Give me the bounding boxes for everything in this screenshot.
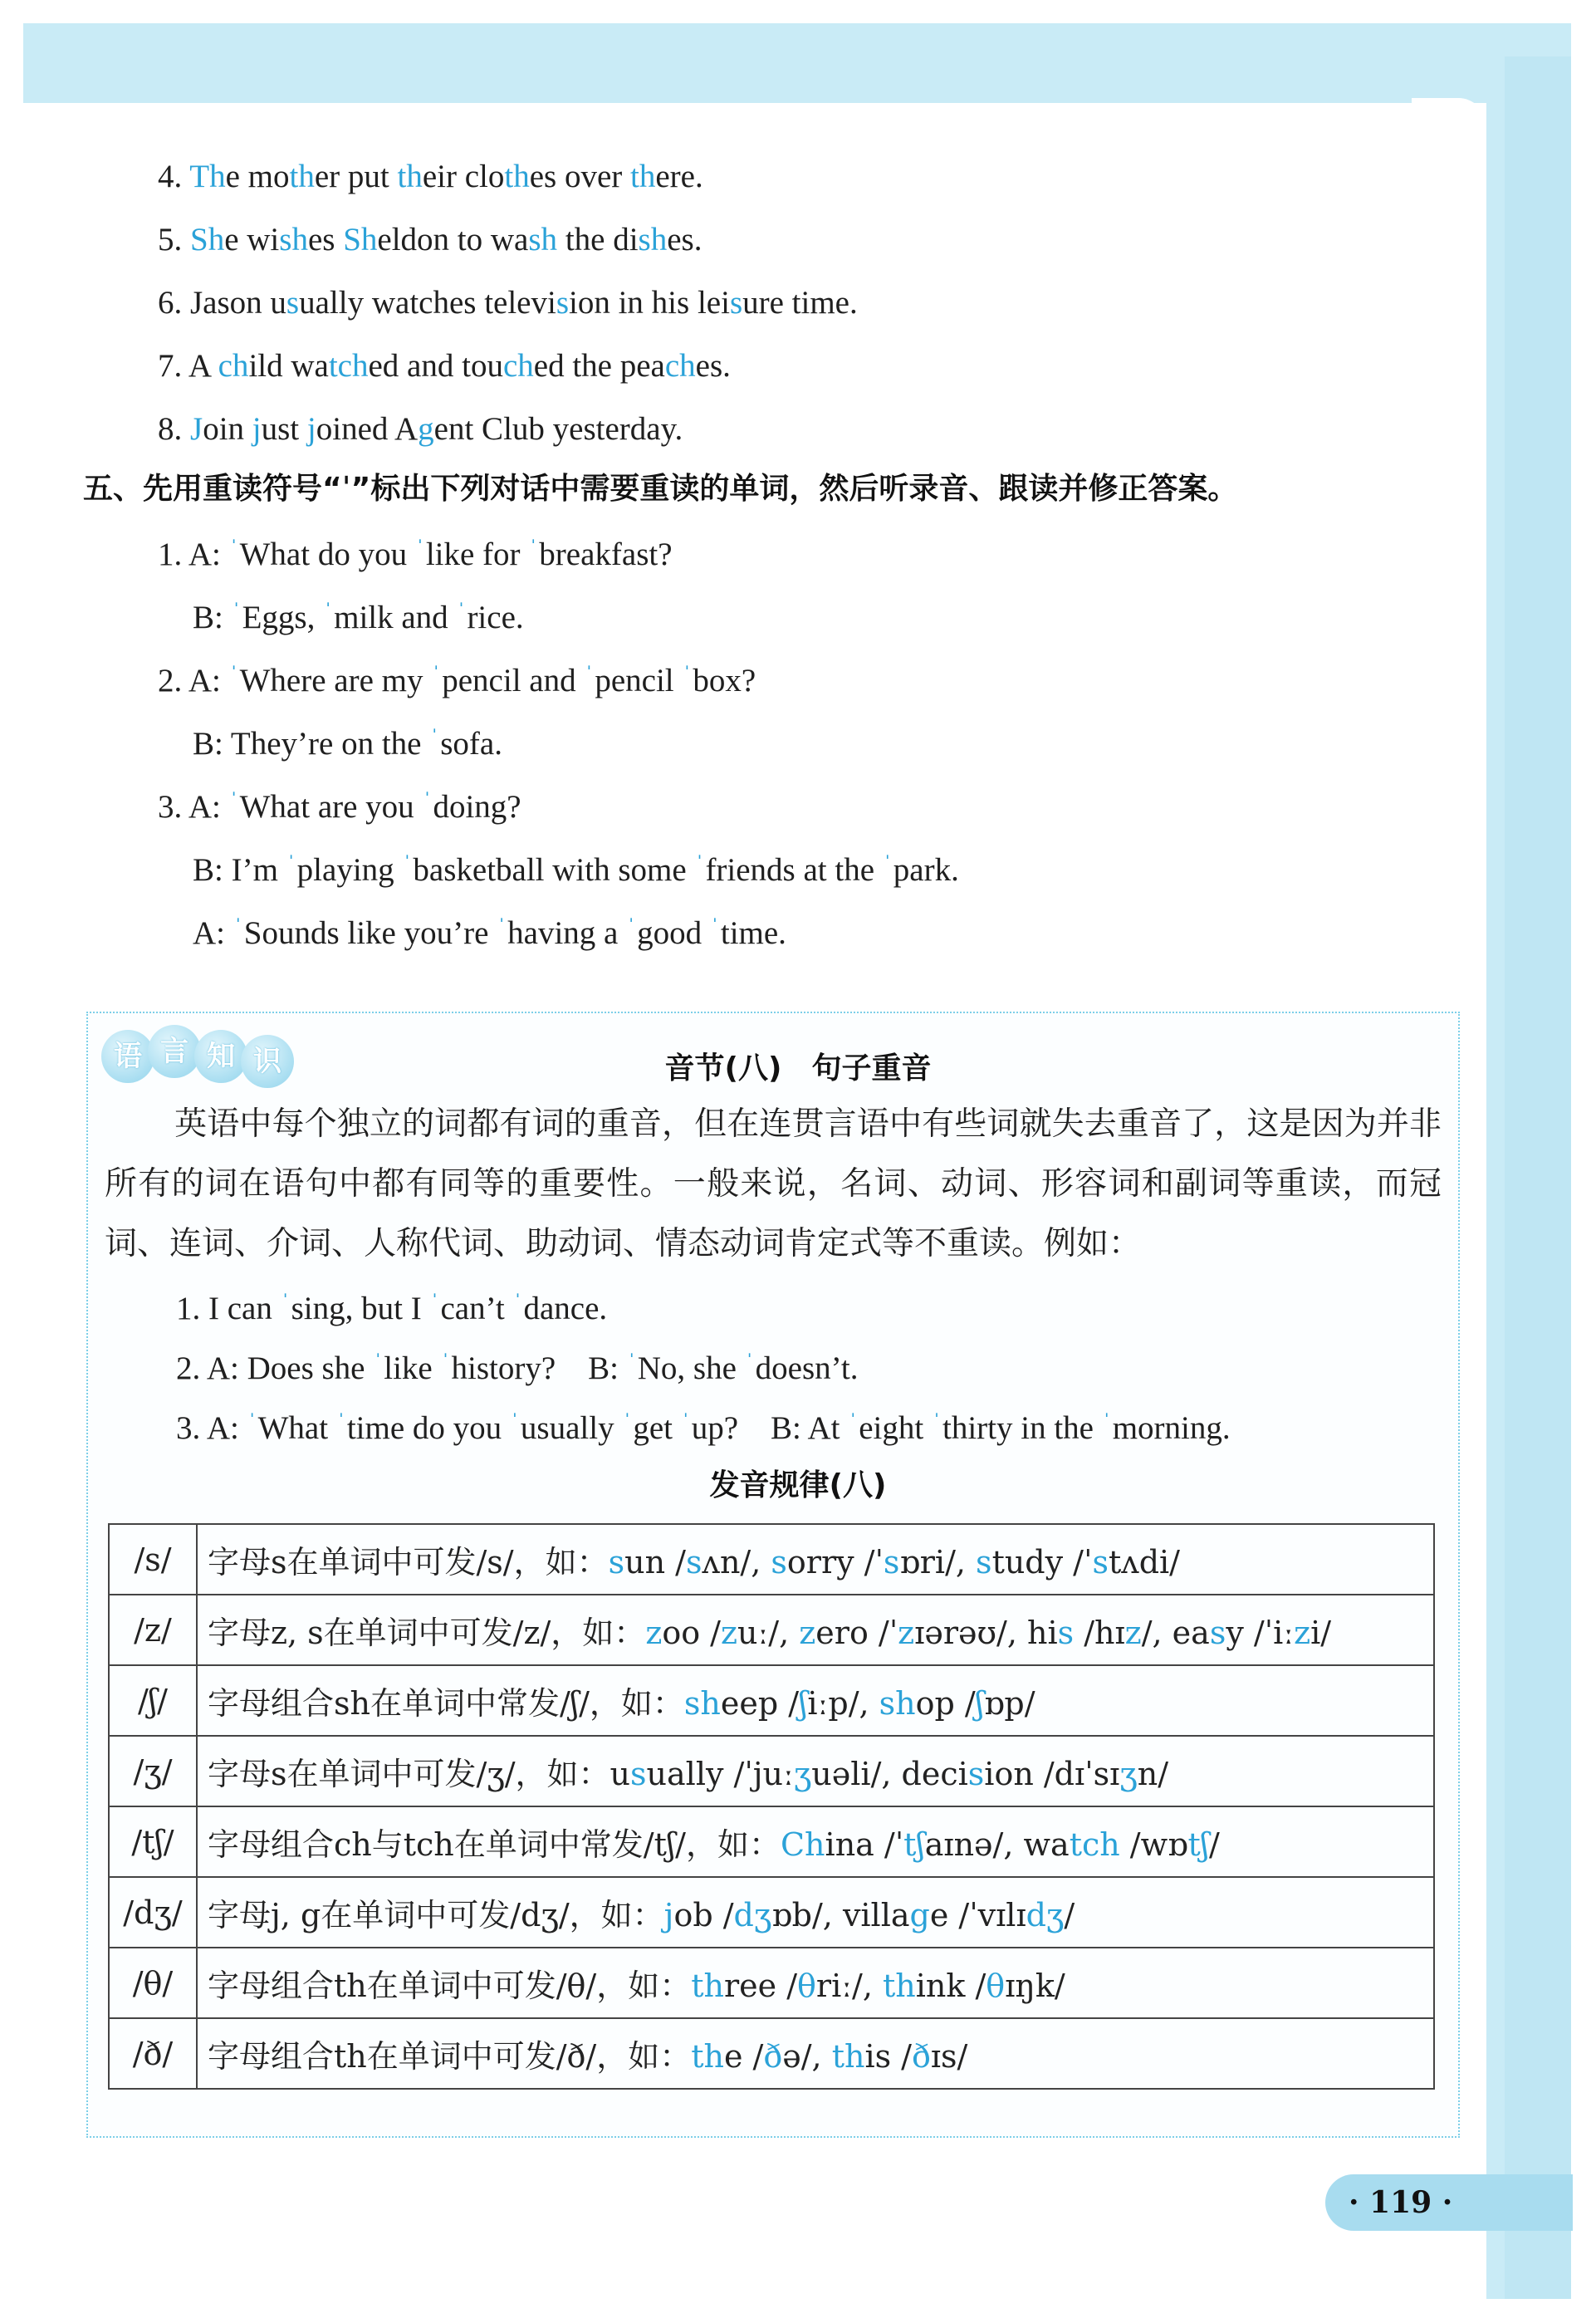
table-row (109, 1877, 1434, 1948)
text-run: aɪnə/, wa (924, 1826, 1070, 1863)
stress-mark: ˈ (229, 661, 238, 689)
highlighted-letters: s (630, 1756, 647, 1792)
page-frame-top (23, 23, 1571, 103)
rules-title: 发音规律(八) (709, 1468, 887, 1502)
text-run: 字母z, s在单词中可发/z/，如： (208, 1615, 646, 1651)
highlighted-letters: z (1294, 1615, 1311, 1651)
text-run: 字母组合th在单词中可发/θ/，如： (208, 1968, 692, 2004)
text-run: e wi (224, 222, 280, 257)
text-run: Sounds like you’re (243, 915, 497, 951)
stress-mark: ˈ (229, 787, 238, 815)
dialogue-line (193, 593, 524, 637)
highlighted-letters: z (898, 1615, 915, 1651)
speaker-label: 3. A: (158, 789, 229, 825)
highlighted-letters: ch (664, 348, 696, 384)
speaker-label: 2. A: (158, 663, 229, 698)
highlighted-letters: Sh (343, 222, 378, 257)
dialogue-text (233, 915, 786, 951)
highlighted-letters: sh (279, 222, 308, 257)
example-line (176, 1284, 607, 1328)
highlighted-letters: dʒ (733, 1897, 772, 1933)
text-run: ʌn/, (702, 1544, 771, 1581)
highlighted-letters: j (663, 1897, 674, 1933)
text-run: time. (720, 915, 786, 951)
stress-mark: ˈ (423, 787, 432, 815)
stress-mark: ˈ (883, 850, 892, 878)
stress-mark: ˈ (497, 914, 507, 941)
text-run: like (384, 1350, 441, 1386)
text-run: time do you (346, 1410, 510, 1446)
text-run: ually watches televi (299, 285, 556, 321)
example-line (176, 1404, 1231, 1448)
text-run: A (188, 348, 218, 384)
text-run: ed the pea (533, 348, 665, 384)
text-run: eldon to wa (377, 222, 529, 257)
dialogue-line (193, 909, 786, 953)
text-run: friends at the (705, 852, 883, 888)
text-run: 字母组合sh在单词中常发/ʃ/，如： (208, 1685, 684, 1722)
highlighted-letters: ʃ (975, 1685, 985, 1722)
stress-mark: ˈ (457, 598, 466, 625)
phoneme-cell: /s/ (109, 1524, 197, 1595)
badge-char: 知 (194, 1030, 247, 1083)
table-row (109, 1665, 1434, 1736)
speaker-label: 1. A: (158, 537, 229, 572)
text-run: ree / (723, 1968, 798, 2004)
text-run: 字母j, g在单词中可发/dʒ/，如： (208, 1897, 664, 1933)
text-run: un / (624, 1544, 686, 1581)
rule-cell (197, 1595, 1434, 1665)
text-run: basketball with some (413, 852, 695, 888)
table-row (109, 1948, 1434, 2018)
page-frame-stripe (1505, 56, 1571, 2299)
rule-cell (197, 1736, 1434, 1806)
text-run: 字母组合ch与tch在单词中常发/tʃ/，如： (208, 1826, 781, 1863)
speaker-label: B: (193, 726, 231, 762)
phoneme-cell: /tʃ/ (109, 1806, 197, 1877)
highlighted-letters: ʃ (799, 1685, 808, 1722)
text-run: rice. (467, 600, 524, 635)
rule-cell (197, 1524, 1434, 1595)
text-run: 2. A: Does she (176, 1350, 374, 1386)
item-number: 8. (158, 411, 183, 447)
text-run: doing? (433, 789, 521, 825)
dialogue-line (158, 782, 521, 826)
knowledge-title: 音节(八) 句子重音 (664, 1051, 932, 1086)
dialogue-line (193, 719, 502, 763)
phoneme-cell: /ð/ (109, 2018, 197, 2089)
highlighted-letters: s (1209, 1615, 1226, 1651)
stress-mark: ˈ (374, 1349, 383, 1376)
text-run: uː/, (737, 1615, 800, 1651)
stress-mark: ˈ (585, 661, 594, 689)
highlighted-letters: s (967, 1756, 985, 1792)
highlighted-letters: g (418, 411, 434, 447)
text-run: 1. I can (176, 1291, 281, 1326)
phoneme-cell: /ʃ/ (109, 1665, 197, 1736)
text-run: What are you (239, 789, 423, 825)
phoneme-cell: /ʒ/ (109, 1736, 197, 1806)
text-run: good (637, 915, 710, 951)
highlighted-letters: j (252, 411, 262, 447)
rule-cell (197, 1877, 1434, 1948)
stress-mark: ˈ (1102, 1409, 1111, 1436)
dialogue-text (232, 852, 959, 888)
speaker-label: A: (193, 915, 233, 951)
dialogue-line (193, 845, 959, 890)
exercise-line (158, 158, 703, 196)
highlighted-letters: j (306, 411, 316, 447)
highlighted-letters: ð (912, 2038, 931, 2075)
highlighted-letters: sh (879, 1685, 916, 1722)
text-run: They’re on the (230, 726, 430, 762)
text-run: can’t (440, 1291, 513, 1326)
text-run: ɒp/ (984, 1685, 1035, 1722)
highlighted-letters: sh (683, 1685, 721, 1722)
text-run: ina /ˈ (825, 1826, 904, 1863)
highlighted-letters: s (1092, 1544, 1109, 1581)
highlighted-letters: J (190, 411, 203, 447)
text-run: playing (296, 852, 403, 888)
text-run: doesn’t. (755, 1350, 859, 1386)
stress-mark: ˈ (432, 661, 441, 689)
stress-mark: ˈ (623, 1409, 632, 1436)
highlighted-letters: th (630, 159, 656, 194)
text-run: history? B: (451, 1350, 627, 1386)
pronunciation-rules-table (108, 1523, 1435, 2090)
highlighted-letters: ch (502, 348, 534, 384)
text-run: park. (893, 852, 959, 888)
stress-mark: ˈ (849, 1409, 858, 1436)
highlighted-letters: th (691, 2038, 724, 2075)
text-run: / (1209, 1826, 1220, 1863)
example-text (176, 1350, 859, 1386)
highlighted-letters: tch (328, 348, 369, 384)
highlighted-letters: z (645, 1615, 663, 1651)
item-number: 6. (158, 285, 183, 321)
dialogue-text (232, 600, 524, 635)
text-run: milk and (334, 600, 457, 635)
text-run: ero /ˈ (815, 1615, 898, 1651)
text-run: ink / (915, 1968, 986, 2004)
text-run: oin (203, 411, 252, 447)
stress-mark: ˈ (415, 535, 424, 562)
stress-mark: ˈ (229, 535, 238, 562)
text-run: uəli/, deci (811, 1756, 968, 1792)
text-run: op / (915, 1685, 976, 1722)
text-run: eep / (720, 1685, 800, 1722)
table-row (109, 1524, 1434, 1595)
sentence-text (189, 159, 703, 194)
text-run: er put (314, 159, 398, 194)
speaker-label: B: (193, 852, 232, 888)
knowledge-paragraph (105, 1095, 1442, 1274)
highlighted-letters: th (883, 1968, 916, 2004)
badge-char: 语 (101, 1030, 154, 1083)
highlighted-letters: s (1057, 1615, 1075, 1651)
stress-mark: ˈ (403, 850, 412, 878)
sentence-text (188, 348, 731, 384)
item-number: 5. (158, 222, 183, 257)
text-run: 字母组合th在单词中可发/ð/，如： (208, 2038, 692, 2075)
text-run: n/ (1137, 1756, 1168, 1792)
badge-char: 识 (241, 1035, 294, 1088)
text-run: oined A (316, 411, 419, 447)
item-number: 4. (158, 159, 183, 194)
text-run: ɪs/ (930, 2038, 968, 2075)
highlighted-letters: ʒ (793, 1756, 812, 1792)
highlighted-letters: s (729, 285, 743, 321)
text-run: /hɪ (1074, 1615, 1125, 1651)
stress-mark: ˈ (710, 914, 719, 941)
page-sheet-corner (1412, 98, 1486, 156)
text-run: riː/, (815, 1968, 883, 2004)
stress-mark: ˈ (513, 1289, 522, 1316)
text-run: ə/, (782, 2038, 832, 2075)
text-run: ion /dɪˈsɪ (984, 1756, 1120, 1792)
highlighted-letters: th (504, 159, 530, 194)
sentence-text (190, 222, 702, 257)
text-run: ually /ˈjuː (646, 1756, 794, 1792)
highlighted-letters: tʃ (1187, 1826, 1210, 1863)
stress-mark: ˈ (430, 724, 439, 752)
text-run: es. (695, 348, 731, 384)
highlighted-letters: g (909, 1897, 930, 1933)
text-run: i/ (1310, 1615, 1332, 1651)
dialogue-line (158, 656, 756, 700)
text-run: /wɒ (1119, 1826, 1188, 1863)
page-number: · 119 · (1325, 2174, 1573, 2231)
highlighted-letters: sh (528, 222, 558, 257)
stress-mark: ˈ (232, 598, 241, 625)
stress-mark: ˈ (695, 850, 704, 878)
text-run: iːp/, (807, 1685, 879, 1722)
table-row (109, 1595, 1434, 1665)
sentence-text (190, 285, 858, 321)
highlighted-letters: th (691, 1968, 724, 2004)
text-run: ɪŋk/ (1005, 1968, 1065, 2004)
highlighted-letters: s (771, 1544, 787, 1581)
text-run: oo / (662, 1615, 721, 1651)
highlighted-letters: th (397, 159, 423, 194)
text-run: usually (520, 1410, 623, 1446)
text-run: orry /ˈ (786, 1544, 884, 1581)
rule-cell (197, 1806, 1434, 1877)
stress-mark: ˈ (430, 1289, 439, 1316)
table-row (109, 1806, 1434, 1877)
text-run: ion in his lei (569, 285, 730, 321)
item-number: 7. (158, 348, 183, 384)
text-run: breakfast? (539, 537, 673, 572)
highlighted-letters: tch (1069, 1826, 1120, 1863)
highlighted-letters: s (685, 1544, 703, 1581)
text-run: box? (693, 663, 756, 698)
text-run: ɒb/, villa (771, 1897, 910, 1933)
example-text (176, 1410, 1231, 1446)
highlighted-letters: s (556, 285, 570, 321)
table-row (109, 1736, 1434, 1806)
stress-mark: ˈ (286, 850, 296, 878)
text-run: ure time. (742, 285, 858, 321)
exercise-line (158, 410, 683, 448)
stress-mark: ˈ (627, 1349, 636, 1376)
text-run: dance. (523, 1291, 608, 1326)
highlighted-letters: ch (218, 348, 249, 384)
text-run: 字母s在单词中可发/ʒ/，如：u (208, 1756, 631, 1792)
stress-mark: ˈ (529, 535, 538, 562)
dialogue-text (229, 663, 756, 698)
highlighted-letters: s (286, 285, 300, 321)
highlighted-letters: θ (986, 1968, 1006, 2004)
speaker-label: B: (193, 600, 232, 635)
text-run: ed and tou (368, 348, 503, 384)
exercise-line (158, 284, 858, 322)
text-run: y /ˈiː (1226, 1615, 1295, 1651)
highlighted-letters: ʒ (1119, 1756, 1138, 1792)
text-run: e /ˈvɪlɪ (929, 1897, 1026, 1933)
stress-mark: ˈ (336, 1409, 345, 1436)
text-run: Jason u (190, 285, 286, 321)
text-run: ob / (673, 1897, 734, 1933)
highlighted-letters: Ch (780, 1826, 825, 1863)
text-run: morning. (1112, 1410, 1231, 1446)
text-run: pencil and (442, 663, 585, 698)
text-run: es (307, 222, 344, 257)
text-run: 字母s在单词中可发/s/，如： (208, 1544, 609, 1581)
text-run: e mo (225, 159, 290, 194)
section-5-heading: 五、先用重读符号“ˈ”标出下列对话中需要重读的单词，然后听录音、跟读并修正答案。 (83, 472, 1238, 506)
highlighted-letters: s (976, 1544, 992, 1581)
text-run: up? B: At (691, 1410, 849, 1446)
text-run: eight (859, 1410, 932, 1446)
stress-mark: ˈ (247, 1409, 257, 1436)
badge-char: 言 (148, 1025, 201, 1078)
rule-cell (197, 2018, 1434, 2089)
table-row (109, 2018, 1434, 2089)
example-text (176, 1291, 607, 1326)
text-run: I’m (231, 852, 286, 888)
stress-mark: ˈ (324, 598, 333, 625)
text-run: the di (557, 222, 639, 257)
text-run: tudy /ˈ (991, 1544, 1093, 1581)
sentence-text (190, 411, 683, 447)
rule-cell (197, 1948, 1434, 2018)
highlighted-letters: s (608, 1544, 625, 1581)
text-run: ɪərəʊ/, hi (914, 1615, 1058, 1651)
text-run: get (633, 1410, 681, 1446)
dialogue-text (229, 789, 521, 825)
text-run: Where are my (239, 663, 432, 698)
text-run: ent Club yesterday. (433, 411, 683, 447)
stress-mark: ˈ (510, 1409, 519, 1436)
highlighted-letters: th (289, 159, 315, 194)
phoneme-cell: /θ/ (109, 1948, 197, 2018)
text-run: es. (667, 222, 703, 257)
highlighted-letters: z (720, 1615, 738, 1651)
text-run: Eggs, (242, 600, 324, 635)
stress-mark: ˈ (932, 1409, 941, 1436)
stress-mark: ˈ (681, 1409, 690, 1436)
dialogue-text (229, 537, 673, 572)
highlighted-letters: s (883, 1544, 900, 1581)
example-line (176, 1344, 859, 1388)
text-run: ild wa (248, 348, 329, 384)
stress-mark: ˈ (745, 1349, 754, 1376)
exercise-line (158, 347, 731, 385)
highlighted-letters: dʒ (1026, 1897, 1065, 1933)
highlighted-letters: tʃ (903, 1826, 925, 1863)
highlighted-letters: th (831, 2038, 865, 2075)
phoneme-cell: /dʒ/ (109, 1877, 197, 1948)
stress-mark: ˈ (441, 1349, 450, 1376)
text-run: 3. A: (176, 1410, 247, 1446)
text-run: /, ea (1141, 1615, 1210, 1651)
text-run: sing, but I (291, 1291, 430, 1326)
text-run: is / (864, 2038, 912, 2075)
text-run: tʌdi/ (1108, 1544, 1180, 1581)
paragraph-text: 英语中每个独立的词都有词的重音，但在连贯言语中有些词就失去重音了，这是因为并非所有的词在语句中都有同等的重要性。一般来说，名词、动词、形容词和副词等重读，而冠词、连词、介词、人称代词、助动词、情态动词肯定式等不重读。例如： (105, 1105, 1442, 1262)
highlighted-letters: z (1124, 1615, 1142, 1651)
highlighted-letters: sh (638, 222, 668, 257)
page-frame-right (1486, 23, 1571, 2299)
text-run: thirty in the (942, 1410, 1102, 1446)
text-run: pencil (595, 663, 683, 698)
highlighted-letters: Th (189, 159, 226, 194)
rule-cell (197, 1665, 1434, 1736)
text-run: like for (425, 537, 529, 572)
highlighted-letters: z (799, 1615, 816, 1651)
text-run: What do you (239, 537, 415, 572)
dialogue-text (231, 726, 502, 762)
text-run: sofa. (440, 726, 502, 762)
text-run: es over (529, 159, 631, 194)
stress-mark: ˈ (683, 661, 692, 689)
text-run: ɒri/, (899, 1544, 977, 1581)
stress-mark: ˈ (627, 914, 636, 941)
dialogue-line (158, 530, 673, 574)
text-run: e / (723, 2038, 764, 2075)
text-run: having a (507, 915, 627, 951)
exercise-line (158, 221, 702, 259)
text-run: / (1064, 1897, 1075, 1933)
text-run: ere. (655, 159, 703, 194)
highlighted-letters: Sh (190, 222, 225, 257)
text-run: No, she (637, 1350, 745, 1386)
text-run: ust (261, 411, 307, 447)
text-run: What (257, 1410, 336, 1446)
phoneme-cell: /z/ (109, 1595, 197, 1665)
stress-mark: ˈ (233, 914, 242, 941)
highlighted-letters: θ (797, 1968, 816, 2004)
stress-mark: ˈ (281, 1289, 290, 1316)
highlighted-letters: ð (763, 2038, 783, 2075)
text-run: eir clo (422, 159, 505, 194)
